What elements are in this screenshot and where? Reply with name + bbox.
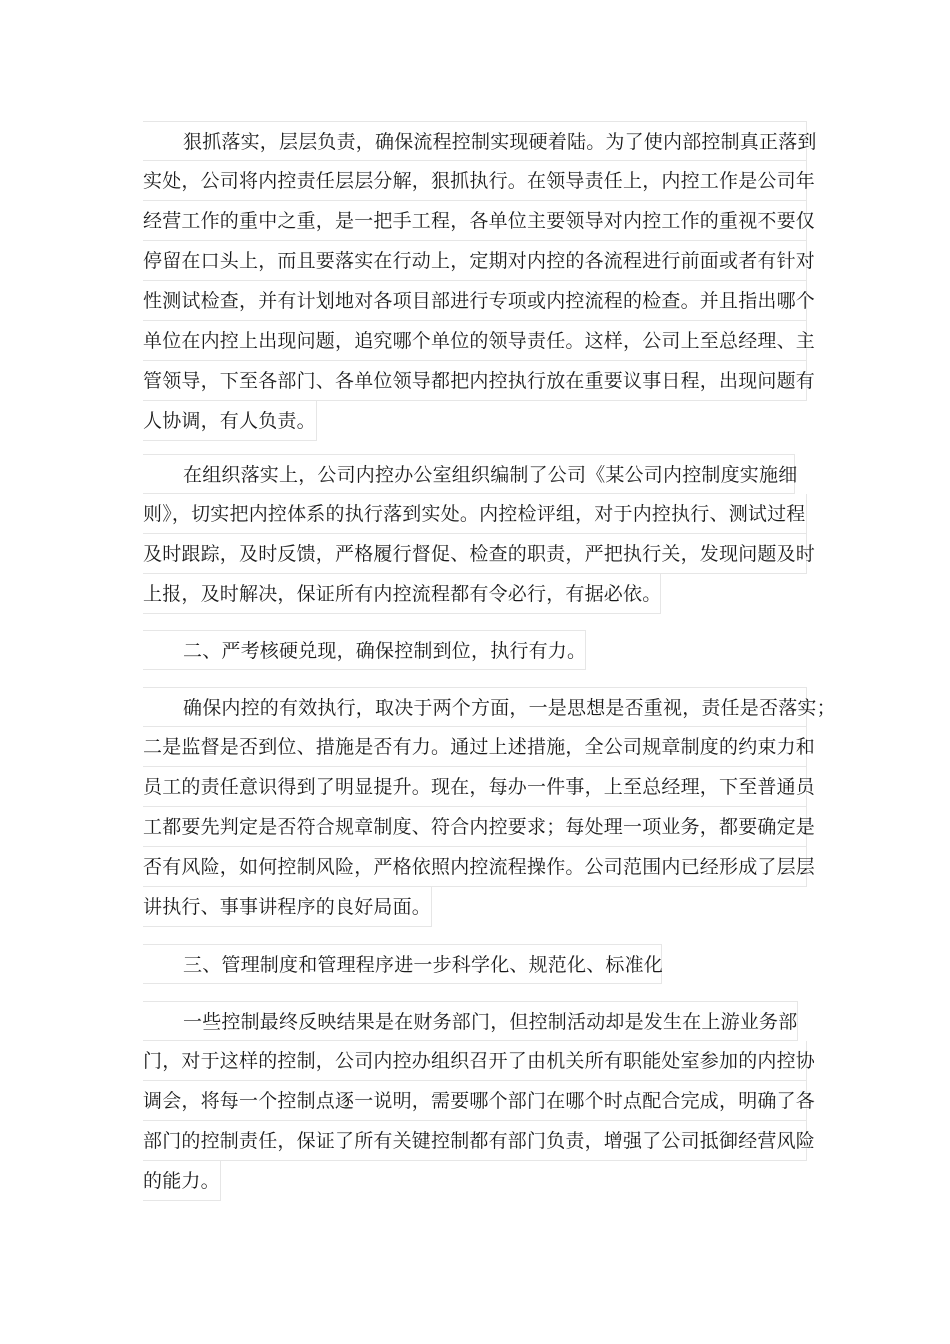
text-line: 在组织落实上，公司内控办公室组织编制了公司《某公司内控制度实施细 — [143, 454, 795, 494]
text-line: 实处，公司将内控责任层层分解，狠抓执行。在领导责任上，内控工作是公司年 — [143, 161, 807, 201]
text-line: 单位在内控上出现问题，追究哪个单位的领导责任。这样，公司上至总经理、主 — [143, 321, 807, 361]
heading-text: 二、严考核硬兑现，确保控制到位，执行有力。 — [143, 630, 586, 670]
text-line: 及时跟踪，及时反馈，严格履行督促、检查的职责，严把执行关，发现问题及时 — [143, 534, 807, 574]
text-line: 经营工作的重中之重，是一把手工程，各单位主要领导对内控工作的重视不要仅 — [143, 201, 807, 241]
text-line: 门，对于这样的控制，公司内控办组织召开了由机关所有职能处室参加的内控协 — [143, 1041, 807, 1081]
text-line: 工都要先判定是否符合规章制度、符合内控要求；每处理一项业务，都要确定是 — [143, 807, 807, 847]
text-line: 一些控制最终反映结果是在财务部门，但控制活动却是发生在上游业务部 — [143, 1001, 798, 1041]
paragraph-organization — [143, 454, 816, 614]
text-line: 确保内控的有效执行，取决于两个方面，一是思想是否重视，责任是否落实； — [143, 687, 807, 727]
text-line: 讲执行、事事讲程序的良好局面。 — [143, 887, 432, 927]
text-line: 狠抓落实，层层负责，确保流程控制实现硬着陆。为了使内部控制真正落到 — [143, 121, 807, 161]
text-line: 则》，切实把内控体系的执行落到实处。内控检评组，对于内控执行、测试过程 — [143, 494, 807, 534]
paragraph-control-activities — [143, 1001, 816, 1201]
heading-section-three — [143, 944, 662, 984]
text-line: 的能力。 — [143, 1161, 221, 1201]
text-line: 管领导，下至各部门、各单位领导都把内控执行放在重要议事日程，出现问题有 — [143, 361, 807, 401]
text-line: 性测试检查，并有计划地对各项目部进行专项或内控流程的检查。并且指出哪个 — [143, 281, 807, 321]
heading-text: 三、管理制度和管理程序进一步科学化、规范化、标准化 — [143, 944, 662, 984]
text-line: 否有风险，如何控制风险，严格依照内控流程操作。公司范围内已经形成了层层 — [143, 847, 807, 887]
text-line: 人协调，有人负责。 — [143, 401, 317, 441]
text-line: 二是监督是否到位、措施是否有力。通过上述措施，全公司规章制度的约束力和 — [143, 727, 807, 767]
text-line: 上报，及时解决，保证所有内控流程都有令必行，有据必依。 — [143, 574, 661, 614]
heading-section-two — [143, 630, 586, 670]
text-line: 部门的控制责任，保证了所有关键控制都有部门负责，增强了公司抵御经营风险 — [143, 1121, 807, 1161]
text-line: 调会，将每一个控制点逐一说明，需要哪个部门在哪个时点配合完成，明确了各 — [143, 1081, 807, 1121]
text-line: 停留在口头上，而且要落实在行动上，定期对内控的各流程进行前面或者有针对 — [143, 241, 807, 281]
paragraph-effective-execution — [143, 687, 836, 927]
text-line: 员工的责任意识得到了明显提升。现在，每办一件事，上至总经理，下至普通员 — [143, 767, 807, 807]
paragraph-implementation — [143, 121, 817, 441]
